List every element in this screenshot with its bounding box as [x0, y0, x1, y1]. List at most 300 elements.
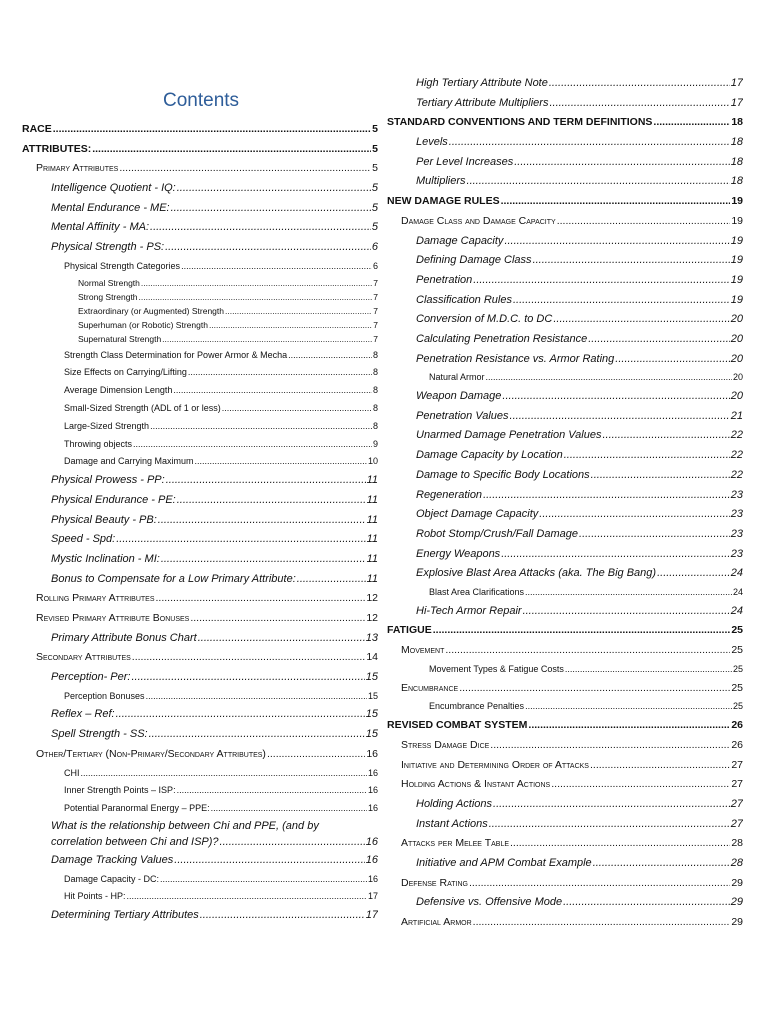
dot-leader	[445, 641, 730, 661]
toc-entry-title: Movement Types & Fatigue Costs	[429, 663, 564, 674]
toc-entry-title: Holding Actions & Instant Actions	[401, 778, 551, 791]
toc-entry-title: Physical Strength - PS:	[51, 241, 165, 254]
toc-entry-title: Mental Affinity - MA:	[51, 221, 150, 234]
dot-leader	[565, 661, 732, 679]
dot-leader	[551, 775, 730, 795]
toc-entry[interactable]	[387, 212, 743, 232]
toc-entry-page: 14	[366, 651, 378, 664]
dot-leader	[501, 545, 730, 565]
toc-entry-title: Damage and Carrying Maximum	[64, 456, 194, 467]
toc-entry[interactable]	[22, 347, 378, 365]
toc-entry[interactable]	[387, 94, 743, 114]
dot-leader	[502, 387, 729, 407]
dot-leader	[267, 745, 365, 765]
toc-entry-page: 22	[730, 429, 743, 442]
dot-leader	[150, 418, 372, 436]
toc-entry-title: Hi-Tech Armor Repair	[416, 604, 522, 617]
toc-entry-page: 17	[730, 96, 743, 109]
toc-entry[interactable]	[387, 291, 743, 311]
toc-entry-title: REVISED COMBAT SYSTEM	[387, 719, 528, 732]
dot-leader	[127, 888, 367, 906]
dot-leader	[533, 251, 730, 271]
toc-entry[interactable]	[22, 629, 378, 649]
toc-entry[interactable]	[387, 736, 743, 756]
dot-leader	[177, 491, 366, 511]
toc-entry[interactable]	[387, 426, 743, 446]
toc-entry-page: 24	[730, 567, 743, 580]
toc-entry-page: 27	[731, 778, 743, 791]
toc-entry[interactable]	[22, 906, 378, 926]
dot-leader	[504, 232, 729, 252]
toc-entry-title: Revised Primary Attribute Bonuses	[36, 611, 190, 624]
toc-entry[interactable]	[22, 765, 378, 783]
dot-leader	[557, 212, 731, 232]
toc-entry-page: 15	[365, 671, 378, 683]
toc-entry-title: Tertiary Attribute Multipliers	[416, 96, 549, 109]
dot-leader	[220, 834, 365, 851]
toc-entry-title: ATTRIBUTES:	[22, 142, 92, 155]
toc-entry[interactable]	[22, 511, 378, 531]
toc-entry[interactable]	[22, 120, 378, 140]
toc-entry-page: 11	[366, 533, 378, 546]
toc-entry-title: Damage Capacity	[416, 234, 504, 247]
toc-entry[interactable]	[387, 545, 743, 565]
toc-entry-title: Encumbrance Penalties	[429, 701, 525, 712]
dot-leader	[523, 602, 730, 622]
dot-leader	[222, 400, 372, 418]
toc-entry-title: Calculating Penetration Resistance	[416, 332, 588, 345]
toc-entry[interactable]	[22, 290, 378, 304]
toc-entry-page: 27	[730, 817, 743, 830]
toc-entry-page: 16	[365, 853, 378, 866]
toc-right-column	[387, 74, 743, 933]
toc-entry-title: FATIGUE	[387, 624, 432, 637]
toc-entry[interactable]	[22, 400, 378, 418]
toc-entry[interactable]	[387, 756, 743, 776]
toc-entry[interactable]	[22, 491, 378, 511]
toc-entry[interactable]	[22, 589, 378, 609]
toc-entry-page: 12	[366, 611, 378, 624]
toc-entry-title: Perception Bonuses	[64, 690, 145, 701]
dot-leader	[473, 913, 731, 933]
toc-entry-page: 27	[731, 758, 743, 771]
toc-entry-title: Other/Tertiary (Non-Primary/Secondary Attributes)	[36, 747, 266, 760]
toc-entry-page: 9	[372, 438, 378, 449]
dot-leader	[116, 530, 365, 550]
toc-entry[interactable]	[22, 609, 378, 629]
toc-entry[interactable]	[387, 251, 743, 271]
toc-entry[interactable]	[387, 564, 743, 584]
toc-entry-title: Bonus to Compensate for a Low Primary Attribute:	[51, 572, 296, 585]
toc-entry-page: 6	[371, 241, 378, 254]
toc-entry-title: Levels	[416, 136, 448, 149]
toc-entry-page: 6	[372, 260, 378, 271]
toc-entry-title: Damage Class and Damage Capacity	[401, 214, 556, 227]
toc-entry[interactable]	[387, 661, 743, 679]
toc-entry[interactable]	[22, 871, 378, 889]
toc-entry-title: Physical Endurance - PE:	[51, 493, 176, 506]
toc-entry[interactable]	[387, 74, 743, 94]
toc-entry[interactable]	[22, 530, 378, 550]
dot-leader	[174, 851, 364, 871]
page-title: Contents	[163, 90, 240, 111]
dot-leader	[149, 725, 365, 745]
toc-entry-page: 27	[730, 797, 743, 810]
toc-entry[interactable]	[22, 258, 378, 276]
toc-entry[interactable]	[387, 834, 743, 854]
dot-leader	[173, 382, 372, 400]
toc-entry-title: Regeneration	[416, 488, 483, 501]
toc-entry[interactable]	[22, 818, 378, 851]
dot-leader	[564, 446, 730, 466]
toc-entry[interactable]	[22, 648, 378, 668]
toc-entry[interactable]	[387, 310, 743, 330]
toc-entry[interactable]	[387, 525, 743, 545]
dot-leader	[539, 505, 729, 525]
dot-leader	[116, 705, 365, 725]
dot-leader	[177, 782, 367, 800]
toc-entry-title: What is the relationship between Chi and PPE, (and by	[51, 819, 319, 832]
toc-entry-page: 16	[366, 747, 378, 760]
toc-entry-title: Size Effects on Carrying/Lifting	[64, 367, 187, 378]
toc-entry[interactable]	[22, 705, 378, 725]
dot-leader	[490, 736, 730, 756]
toc-entry[interactable]	[387, 369, 743, 387]
toc-entry[interactable]	[22, 453, 378, 471]
dot-leader	[161, 550, 366, 570]
toc-entry-page: 16	[367, 803, 378, 814]
toc-entry-page: 29	[731, 876, 743, 889]
toc-entry-page: 23	[730, 527, 743, 540]
dot-leader	[433, 621, 731, 641]
toc-entry[interactable]	[387, 775, 743, 795]
toc-entry[interactable]	[22, 471, 378, 491]
toc-entry-page: 7	[373, 320, 378, 331]
toc-entry-page: 19	[731, 195, 743, 208]
dot-leader	[171, 199, 371, 219]
toc-entry-page: 18	[731, 116, 743, 129]
toc-entry[interactable]	[387, 350, 743, 370]
toc-entry-title: Conversion of M.D.C. to DC	[416, 313, 553, 326]
toc-entry-page: 24	[732, 586, 743, 597]
toc-entry[interactable]	[22, 304, 378, 318]
toc-entry-title: Throwing objects	[64, 438, 133, 449]
toc-entry-title: Potential Paranormal Energy – PPE:	[64, 803, 210, 814]
toc-entry-title: Defining Damage Class	[416, 254, 532, 267]
toc-entry[interactable]	[22, 218, 378, 238]
dot-leader	[549, 74, 730, 94]
dot-leader	[162, 332, 372, 346]
toc-entry-page: 20	[732, 372, 743, 383]
toc-entry-title: Primary Attributes	[36, 162, 119, 175]
toc-entry-page: 18	[730, 175, 743, 188]
toc-entry[interactable]	[22, 550, 378, 570]
toc-entry-page: 5	[371, 221, 378, 234]
toc-entry[interactable]	[387, 641, 743, 661]
toc-entry-title: Intelligence Quotient - IQ:	[51, 182, 176, 195]
toc-entry-title: Defensive vs. Offensive Mode	[416, 896, 563, 909]
toc-entry-title: Average Dimension Length	[64, 385, 173, 396]
toc-left-column	[22, 120, 378, 926]
toc-entry-page: 23	[730, 547, 743, 560]
toc-entry-page: 23	[730, 508, 743, 521]
toc-entry-title: Damage Tracking Values	[51, 853, 174, 866]
toc-entry-title: Perception- Per:	[51, 671, 131, 683]
toc-entry-page: 16	[367, 873, 378, 884]
toc-entry[interactable]	[387, 584, 743, 602]
toc-entry-page: 17	[367, 891, 378, 902]
toc-entry[interactable]	[22, 382, 378, 400]
toc-entry[interactable]	[22, 199, 378, 219]
dot-leader	[467, 172, 730, 192]
toc-entry-title-cont: correlation between Chi and ISP)?	[51, 836, 219, 849]
dot-leader	[469, 874, 730, 894]
toc-entry-page: 19	[730, 234, 743, 247]
toc-entry[interactable]	[387, 172, 743, 192]
toc-entry-page: 11	[366, 552, 378, 565]
dot-leader	[133, 436, 372, 454]
dot-leader	[483, 486, 730, 506]
dot-leader	[489, 815, 730, 835]
toc-entry[interactable]	[387, 621, 743, 641]
toc-entry-page: 16	[367, 785, 378, 796]
toc-entry-page: 24	[730, 604, 743, 617]
toc-entry-title: Classification Rules	[416, 293, 512, 306]
toc-entry[interactable]	[387, 698, 743, 716]
dot-leader	[657, 564, 730, 584]
toc-entry-title: Encumbrance	[401, 681, 459, 694]
toc-entry[interactable]	[22, 140, 378, 160]
toc-entry-page: 8	[372, 402, 378, 413]
toc-entry[interactable]	[22, 888, 378, 906]
toc-entry[interactable]	[387, 874, 743, 894]
toc-entry-page: 29	[730, 896, 743, 909]
toc-entry[interactable]	[387, 113, 743, 133]
toc-entry[interactable]	[22, 238, 378, 258]
toc-entry-page: 8	[372, 367, 378, 378]
toc-entry-page: 10	[367, 456, 378, 467]
toc-entry-title: High Tertiary Attribute Note	[416, 77, 548, 89]
toc-entry[interactable]	[22, 800, 378, 818]
toc-entry-page: 28	[730, 856, 743, 869]
toc-entry-title: Unarmed Damage Penetration Values	[416, 429, 602, 442]
toc-entry-title: Small-Sized Strength (ADL of 1 or less)	[64, 402, 221, 413]
toc-entry-page: 22	[730, 468, 743, 481]
toc-entry[interactable]	[22, 179, 378, 199]
toc-entry[interactable]	[387, 446, 743, 466]
toc-entry-page: 13	[365, 631, 378, 644]
dot-leader	[513, 291, 730, 311]
toc-entry-page: 22	[730, 449, 743, 462]
toc-entry[interactable]	[22, 418, 378, 436]
dot-leader	[81, 765, 367, 783]
toc-entry-page: 28	[731, 837, 743, 850]
toc-entry-page: 7	[373, 277, 378, 288]
dot-leader	[525, 698, 732, 716]
toc-entry-title: Initiative and APM Combat Example	[416, 856, 592, 869]
dot-leader	[160, 871, 367, 889]
toc-entry[interactable]	[387, 466, 743, 486]
toc-entry-title: Mystic Inclination - MI:	[51, 552, 160, 565]
toc-entry[interactable]	[22, 276, 378, 290]
dot-leader	[181, 258, 372, 276]
toc-entry-title: Penetration Resistance vs. Armor Rating	[416, 352, 615, 365]
toc-entry-page: 19	[730, 254, 743, 267]
dot-leader	[473, 271, 729, 291]
dot-leader	[297, 570, 366, 590]
dot-leader	[146, 688, 367, 706]
dot-leader	[177, 179, 371, 199]
toc-entry-title: Movement	[401, 644, 445, 657]
toc-entry-title: Hit Points - HP:	[64, 891, 126, 902]
toc-entry[interactable]	[22, 436, 378, 454]
toc-entry[interactable]	[387, 795, 743, 815]
toc-entry-page: 12	[366, 592, 378, 605]
toc-entry-title: Penetration Values	[416, 409, 509, 422]
toc-entry-page: 5	[372, 162, 378, 175]
dot-leader	[579, 525, 730, 545]
toc-entry[interactable]	[387, 913, 743, 933]
toc-entry[interactable]	[387, 815, 743, 835]
toc-entry-title: NEW DAMAGE RULES	[387, 195, 500, 208]
toc-entry[interactable]	[387, 387, 743, 407]
toc-entry[interactable]	[22, 782, 378, 800]
toc-entry-page: 8	[372, 349, 378, 360]
toc-entry-title: CHI	[64, 767, 80, 778]
toc-entry-title: Reflex – Ref:	[51, 708, 115, 721]
dot-leader	[653, 113, 730, 133]
toc-entry[interactable]	[22, 364, 378, 382]
toc-entry[interactable]	[22, 332, 378, 346]
toc-entry-page: 25	[731, 624, 743, 637]
toc-entry-title: Object Damage Capacity	[416, 508, 539, 521]
toc-entry-page: 20	[730, 332, 743, 345]
toc-entry-title: Multipliers	[416, 175, 466, 188]
toc-entry-title: Penetration	[416, 273, 473, 286]
toc-entry[interactable]	[387, 893, 743, 913]
toc-entry[interactable]	[22, 668, 378, 688]
dot-leader	[195, 453, 367, 471]
toc-entry-page: 11	[366, 493, 378, 506]
toc-entry-title: Attacks per Melee Table	[401, 837, 510, 850]
dot-leader	[288, 347, 372, 365]
toc-entry-page: 19	[730, 293, 743, 306]
toc-entry[interactable]	[22, 725, 378, 745]
toc-entry[interactable]	[387, 854, 743, 874]
dot-leader	[486, 369, 732, 387]
dot-leader	[525, 584, 732, 602]
toc-entry-page: 5	[372, 123, 378, 135]
toc-entry-page: 25	[732, 663, 743, 674]
toc-entry-page: 16	[365, 836, 378, 849]
toc-entry[interactable]	[387, 153, 743, 173]
toc-entry-page: 18	[730, 155, 743, 168]
toc-entry-title: Holding Actions	[416, 797, 493, 810]
toc-entry-page: 17	[365, 909, 378, 922]
toc-entry-title: Spell Strength - SS:	[51, 728, 148, 741]
dot-leader	[131, 668, 364, 688]
toc-entry[interactable]	[387, 330, 743, 350]
toc-entry-title: Artificial Armor	[401, 916, 472, 928]
toc-entry-page: 21	[730, 409, 743, 422]
toc-entry-title: Damage Capacity - DC:	[64, 873, 160, 884]
toc-entry[interactable]	[387, 271, 743, 291]
toc-entry-title: Speed - Spd:	[51, 533, 116, 546]
toc-entry-page: 7	[373, 291, 378, 302]
toc-entry-page: 16	[367, 767, 378, 778]
toc-entry[interactable]	[22, 745, 378, 765]
toc-entry-page: 19	[730, 273, 743, 286]
dot-leader	[209, 318, 372, 332]
dot-leader	[514, 153, 730, 173]
dot-leader	[211, 800, 367, 818]
toc-entry[interactable]	[387, 602, 743, 622]
toc-entry-title: RACE	[22, 123, 52, 135]
toc-entry[interactable]	[387, 192, 743, 212]
toc-entry-page: 20	[730, 390, 743, 403]
toc-entry-page: 18	[730, 136, 743, 149]
dot-leader	[510, 407, 730, 427]
toc-entry[interactable]	[387, 232, 743, 252]
toc-entry[interactable]	[22, 318, 378, 332]
toc-entry[interactable]	[387, 133, 743, 153]
dot-leader	[590, 756, 730, 776]
toc-entry-page: 11	[366, 513, 378, 526]
dot-leader	[150, 218, 371, 238]
toc-entry-title: Physical Strength Categories	[64, 260, 181, 271]
dot-leader	[459, 679, 730, 699]
dot-leader	[602, 426, 729, 446]
toc-entry-title: Energy Weapons	[416, 547, 501, 560]
toc-entry-page: 15	[365, 728, 378, 741]
toc-entry[interactable]	[387, 679, 743, 699]
dot-leader	[593, 854, 730, 874]
dot-leader	[200, 906, 365, 926]
toc-entry-page: 8	[372, 420, 378, 431]
toc-entry-page: 15	[367, 690, 378, 701]
toc-entry-title: Explosive Blast Area Attacks (aka. The Big Bang)	[416, 567, 657, 580]
toc-entry-title: Damage to Specific Body Locations	[416, 468, 590, 481]
toc-entry-title: Strength Class Determination for Power Armor & Mecha	[64, 349, 288, 360]
toc-entry[interactable]	[387, 505, 743, 525]
toc-entry-title: STANDARD CONVENTIONS AND TERM DEFINITIONS	[387, 116, 653, 129]
toc-entry-title: Natural Armor	[429, 372, 485, 383]
toc-entry-title: Secondary Attributes	[36, 651, 131, 664]
toc-entry-page: 20	[730, 313, 743, 326]
dot-leader	[156, 589, 366, 609]
dot-leader	[588, 330, 730, 350]
toc-entry-page: 11	[366, 474, 378, 487]
toc-entry-title: Blast Area Clarifications	[429, 586, 525, 597]
dot-leader	[139, 290, 373, 304]
dot-leader	[553, 310, 729, 330]
toc-entry-title: Instant Actions	[416, 817, 488, 830]
toc-entry[interactable]	[22, 851, 378, 871]
toc-entry-title: Stress Damage Dice	[401, 738, 490, 751]
toc-entry[interactable]	[387, 407, 743, 427]
toc-entry[interactable]	[22, 159, 378, 179]
dot-leader	[141, 276, 372, 290]
toc-entry[interactable]	[22, 688, 378, 706]
toc-entry-page: 26	[731, 719, 743, 732]
dot-leader	[528, 716, 730, 736]
toc-entry[interactable]	[387, 716, 743, 736]
toc-entry[interactable]	[387, 486, 743, 506]
toc-entry-page: 11	[366, 572, 378, 585]
toc-entry[interactable]	[22, 570, 378, 590]
toc-entry-title: Primary Attribute Bonus Chart	[51, 631, 197, 644]
dot-leader	[510, 834, 730, 854]
